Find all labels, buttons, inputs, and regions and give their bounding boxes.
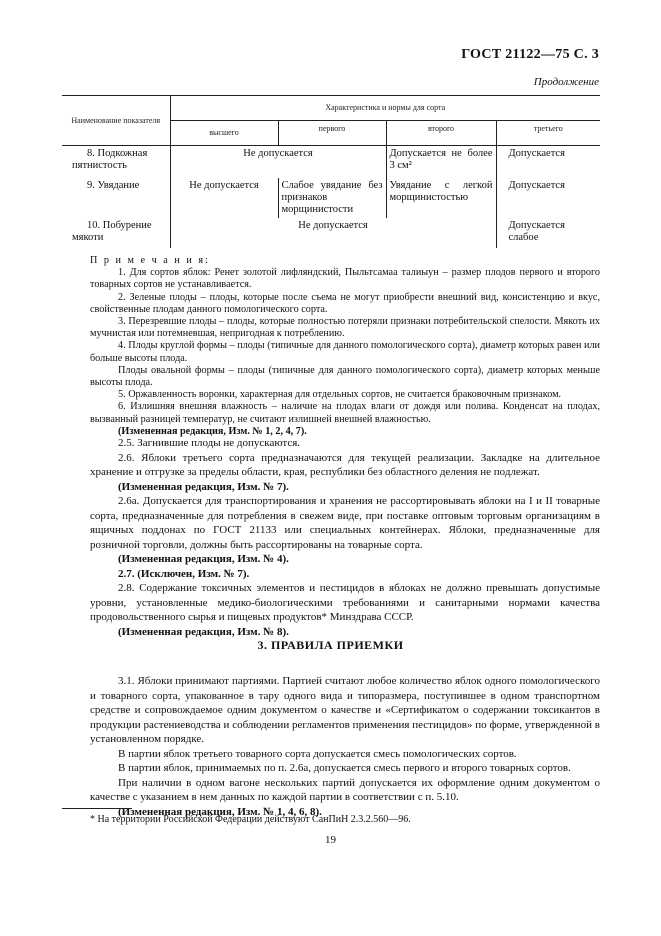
paragraph-mix: В партии яблок третьего товарного сорта допускается смесь помологических сортов.	[118, 747, 517, 760]
edition-note: (Измененная редакция, Изм. № 7).	[118, 480, 289, 493]
paragraph-2-5: 2.5. Загнившие плоды не допускаются.	[118, 437, 301, 449]
edition-note: (Измененная редакция, Изм. № 1, 2, 4, 7).	[118, 425, 307, 437]
note-item: Плоды овальной формы – плоды (типичные для данного помологического сорта), диаметр которых меньше высоты плода.	[90, 364, 600, 389]
paragraph-wagon: При наличии в одном вагоне нескольких партий допускается их оформление одним документом о качестве с указанием в нем данных по каждой партии в соответствии с п. 5.10.	[90, 776, 600, 803]
table-row	[62, 146, 600, 178]
paragraph-2-6: 2.6. Яблоки третьего сорта предназначаются для текущей реализации. Закладке на длительное хранение и отгрузке за пределы области, края, республики без областного деления не подлежат.	[90, 451, 600, 478]
note-item: 3. Перезревшие плоды – плоды, которые полностью потеряли признаки потребительской спелости. Мякоть их мучнистая или потемневшая, непригодная к потреблению.	[90, 316, 600, 340]
table-cell: Не допускается	[170, 146, 386, 178]
table-cell: Допускается	[496, 178, 600, 218]
row-name: 9. Увядание	[87, 179, 140, 191]
edition-note: (Измененная редакция, Изм. № 8).	[118, 625, 289, 638]
table-cell: Слабое увядание без признаков морщинистости	[278, 178, 386, 218]
table-row	[62, 218, 600, 248]
section-title: 3. ПРАВИЛА ПРИЕМКИ	[257, 638, 404, 652]
column-group-header: Характеристика и нормы для сорта	[170, 96, 600, 121]
notes-title: П р и м е ч а н и я:	[90, 255, 210, 266]
table-row	[62, 178, 600, 218]
notes-block	[90, 255, 600, 438]
table-cell: Не допускается	[170, 218, 496, 248]
grade-header-first: первого	[278, 121, 386, 146]
row-name: 8. Подкожная пятнистость	[72, 148, 148, 171]
table-cell: Допускается слабое	[496, 218, 600, 248]
paragraph-2-6a-mix: В партии яблок, принимаемых по п. 2.6а, допускается смесь первого и второго товарных сортов.	[118, 762, 571, 774]
note-item: 2. Зеленые плоды – плоды, которые после съема не могут приобрести внешний вид, консистенцию и вкус, свойственные плодам данного помологического сорта.	[90, 291, 600, 315]
edition-note: (Измененная редакция, Изм. № 1, 4, 6, 8).	[118, 805, 322, 818]
quality-spec-table	[62, 95, 600, 248]
table-cell: Допускается	[496, 146, 600, 178]
paragraph-2-8: 2.8. Содержание токсичных элементов и пестицидов в яблоках не должно превышать допустимые уровни, установленные медико-биологическими требованиями и санитарными нормами качества продовольственного сырья и пищевых продуктов* Минздрава СССР.	[90, 582, 600, 623]
edition-note: (Измененная редакция, Изм. № 4).	[118, 553, 289, 565]
paragraph-2-6a: 2.6а. Допускается для транспортирования и хранения не рассортировывать яблоки на I и II товарные сорта, предназначенные для потребления в свежем виде, при поставке оптовым торговым организациям в ящичных поддонах по ГОСТ 21133 или специальных контейнерах. Яблоки, предназначенные для розничной торговли, должны быть рассортированы на товарные сорта.	[90, 495, 600, 551]
page-number: 19	[325, 834, 336, 846]
column-header-indicator: Наименование показателя	[62, 96, 170, 146]
grade-header-third: третьего	[496, 121, 600, 146]
section-2-continuation	[90, 436, 600, 639]
note-item: 6. Излишняя внешняя влажность – наличие на плодах влаги от дождя или полива. Конденсат на плодах, вызванный разницей температур, не считают излишней внешней влажностью.	[90, 401, 600, 425]
table-cell: Допускается не более 3 см²	[386, 146, 496, 178]
table-cell: Увядание с легкой морщинистостью	[386, 178, 496, 218]
note-item: 4. Плоды круглой формы – плоды (типичные для данного помологического сорта), диаметр которых равен или больше высоты плода.	[90, 340, 600, 364]
note-item: 5. Оржавленность воронки, характерная для отдельных сортов, не считается браковочным признаком.	[118, 389, 562, 401]
section-3-body	[90, 674, 600, 819]
document-header: ГОСТ 21122—75 С. 3	[461, 47, 599, 62]
grade-header-second: второго	[386, 121, 496, 146]
paragraph-2-7: 2.7. (Исключен, Изм. № 7).	[118, 567, 250, 580]
note-item: 1. Для сортов яблок: Ренет золотой лифляндский, Пыльтсамаа талиыун – размер плодов первого и второго товарных сортов не устанавливается.	[90, 267, 600, 291]
row-name: 10. Побурение мякоти	[72, 219, 152, 243]
continued-label: Продолжение	[533, 76, 599, 88]
footnote: * На территории Российской Федерации действуют СанПиН 2.3.2.560—96.	[90, 814, 411, 825]
paragraph-3-1: 3.1. Яблоки принимают партиями. Партией считают любое количество яблок одного помологического и товарного сорта, упакованное в тару одного вида и типоразмера, поступившее в одном транспортном средстве и сопровождаемое одним документом о качестве и «Сертификатом о содержании токсикантов в продукции растениеводства и соблюдении регламентов применения пестицидов» по форме, утвержденной в установленном порядке.	[90, 675, 600, 745]
grade-header-premium: высшего	[170, 121, 278, 146]
footnote-divider	[62, 808, 132, 809]
table-cell: Не допускается	[170, 178, 278, 218]
